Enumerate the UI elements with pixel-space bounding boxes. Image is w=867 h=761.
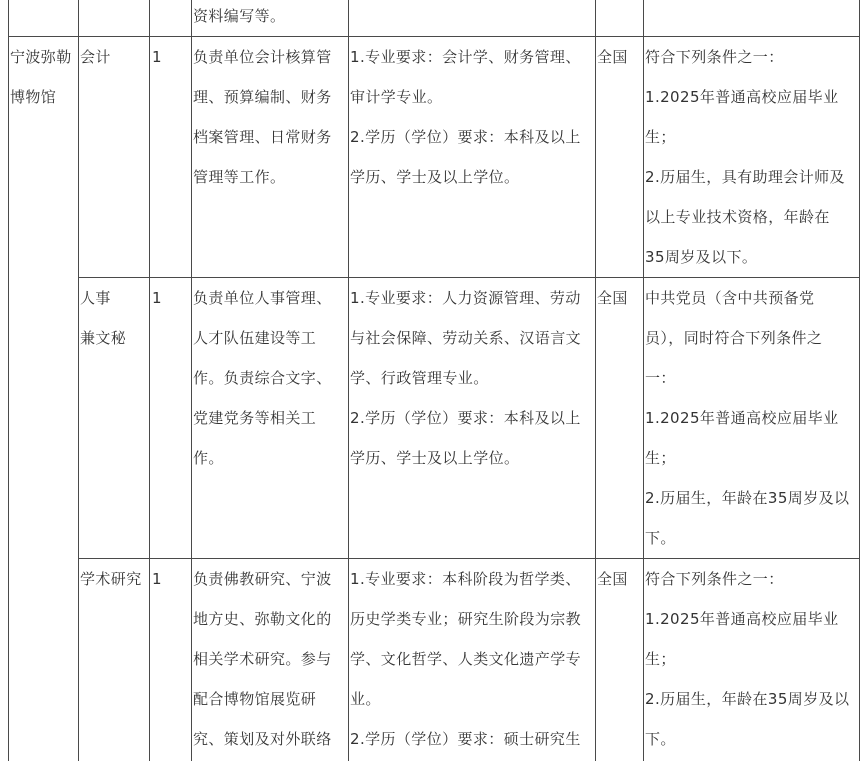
position-cell: 学术研究	[80, 570, 142, 588]
conditions-cell: 符合下列条件之一： 1.2025年普通高校应届毕业 生； 2.历届生，年龄在35周岁及以 下。	[645, 570, 850, 748]
duties-cell: 负责单位会计核算管 理、预算编制、财务 档案管理、日常财务 管理等工作。	[193, 48, 332, 186]
scope-cell: 全国	[597, 570, 628, 588]
conditions-cell: 中共党员（含中共预备党 员），同时符合下列条件之 一： 1.2025年普通高校应届毕业 生； 2.历届生，年龄在35周岁及以 下。	[645, 289, 850, 547]
position-cell: 人事 兼文秘	[80, 289, 127, 347]
duties-cell-fragment: 资料编写等。	[193, 7, 286, 25]
count-cell: 1	[152, 289, 162, 307]
grid-line	[643, 0, 644, 761]
requirements-cell: 1.专业要求：人力资源管理、劳动 与社会保障、劳动关系、汉语言文 学、行政管理专业。 2.学历（学位）要求：本科及以上 学历、学士及以上学位。	[350, 289, 582, 467]
requirements-cell: 1.专业要求：会计学、财务管理、 审计学专业。 2.学历（学位）要求：本科及以上 学历、学士及以上学位。	[350, 48, 581, 186]
grid-line	[595, 0, 596, 761]
requirements-cell: 1.专业要求：本科阶段为哲学类、 历史学类专业；研究生阶段为宗教 学、文化哲学、人类文化遗产学专 业。 2.学历（学位）要求：硕士研究生	[350, 570, 582, 748]
count-cell: 1	[152, 48, 162, 66]
grid-line	[191, 0, 192, 761]
scope-cell: 全国	[597, 289, 628, 307]
duties-cell: 负责佛教研究、宁波 地方史、弥勒文化的 相关学术研究。参与 配合博物馆展览研 究、策划及对外联络	[193, 570, 332, 748]
unit-name-cell: 宁波弥勒 博物馆	[10, 48, 72, 106]
count-cell: 1	[152, 570, 162, 588]
duties-cell: 负责单位人事管理、 人才队伍建设等工 作。负责综合文字、 党建党务等相关工 作。	[193, 289, 332, 467]
grid-line	[149, 0, 150, 761]
grid-line	[8, 0, 9, 761]
grid-line	[859, 0, 860, 761]
scope-cell: 全国	[597, 48, 628, 66]
conditions-cell: 符合下列条件之一： 1.2025年普通高校应届毕业 生； 2.历届生，具有助理会计师及 以上专业技术资格，年龄在 35周岁及以下。	[645, 48, 845, 266]
position-cell: 会计	[80, 48, 111, 66]
grid-line	[78, 0, 79, 761]
grid-line	[348, 0, 349, 761]
